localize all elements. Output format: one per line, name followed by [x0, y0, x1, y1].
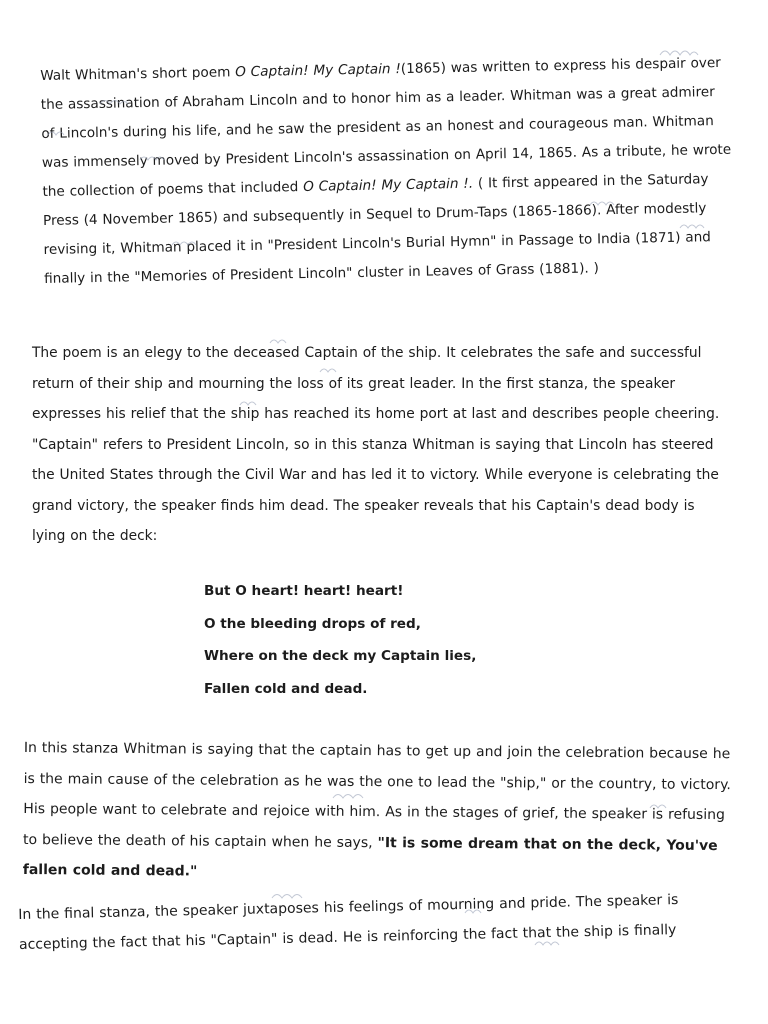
final-stanza-paragraph: In the final stanza, the speaker juxtaposes his feelings of mourning and pride. The speaker is accepting the fact that his "Captain" is dead. He is reinforcing the fact that the ship is finally [18, 892, 679, 953]
verse-line-1: But O heart! heart! heart! [204, 583, 404, 599]
verse-line-2: O the bleeding drops of red, [204, 615, 421, 632]
verse-line-4: Fallen cold and dead. [204, 680, 368, 697]
verse-line-3: Where on the deck my Captain lies, [204, 648, 477, 664]
intro-text-start: Walt Whitman's short poem [40, 64, 236, 84]
elegy-paragraph: The poem is an elegy to the deceased Captain of the ship. It celebrates the safe and successful return of their ship and mourning the loss of its great leader. In the first stanza, the speaker expresses his relief that the ship has reached its home port at last and describes people cheering. "Captain" refers to President Lincoln, so in this stanza Whitman is saying that Lincoln has steered the United States through the Civil War and has led it to victory. While everyone is celebrating the grand victory, the speaker finds him dead. The speaker reveals that his Captain's dead body is lying on the deck: [32, 345, 720, 544]
intro-text-middle: (1865) was written to express his despair over the assassination of Abraham Lincoln and to honor him as a leader. Whitman was a great admirer of Lincoln's during his life, and he saw the president as an honest and courageous man. Whitman was immensely moved by President Lincoln's assassination on April 14, 1865. As a tribute, he wrote the collection of poems that included [40, 54, 732, 200]
poem-title-second: O Captain! My Captain !. [302, 175, 474, 195]
stanza-analysis-text: In this stanza Whitman is saying that the captain has to get up and join the celebration because he is the main cause of the celebration as he was the one to lead the "ship," or the country, to victory. His people want to celebrate and rejoice with him. As in the stages of grief, the speaker is refusing to believe the death of his captain when he says, [23, 739, 731, 851]
intro-text-end: ( It first appeared in the Saturday Press (4 November 1865) and subsequently in Sequel to Drum-Taps (1865-1866). After modestly revising it, Whitman placed it in "President Lincoln's Burial Hymn" in Passage to India (1871) and finally in the "Memories of President Lincoln" cluster in Leaves of Grass (1881). ) [42, 171, 712, 287]
quoted-line: "It is some dream that on the deck, You've fallen cold and dead." [22, 834, 718, 880]
poem-title: O Captain! My Captain ! [235, 61, 401, 81]
